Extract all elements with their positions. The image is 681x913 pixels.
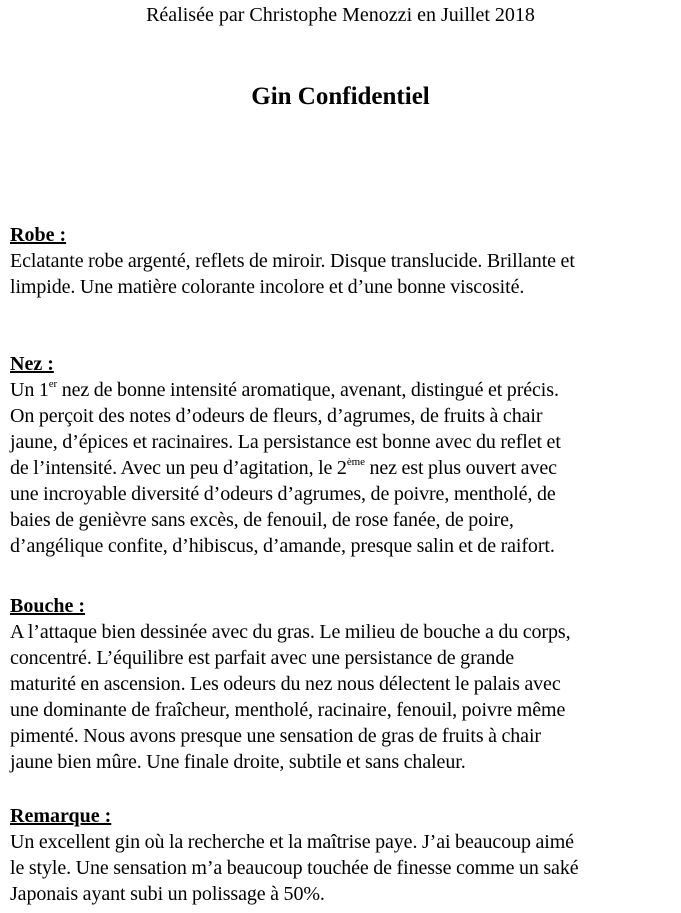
page-title: Gin Confidentiel [251, 83, 430, 110]
section-text-bouche [10, 619, 678, 775]
section-heading-bouche: Bouche : [10, 595, 85, 617]
section-text-remarque [10, 829, 678, 907]
text-line: le style. Une sensation m’a beaucoup touchée de finesse comme un saké [10, 857, 579, 879]
text-line: A l’attaque bien dessinée avec du gras. Le milieu de bouche a du corps, [10, 621, 571, 643]
text-line: On perçoit des notes d’odeurs de fleurs, d’agrumes, de fruits à chair [10, 405, 543, 427]
text-line: concentré. L’équilibre est parfait avec une persistance de grande [10, 647, 515, 669]
text-line: Un excellent gin où la recherche et la maîtrise paye. J’ai beaucoup aimé [10, 831, 574, 853]
text-line: baies de genièvre sans excès, de fenouil, de rose fanée, de poire, [10, 509, 514, 531]
section-heading-robe: Robe : [10, 224, 67, 246]
section-text-nez [10, 377, 678, 559]
text-line: pimenté. Nous avons presque une sensation de gras de fruits à chair [10, 725, 541, 747]
section-heading-remarque: Remarque : [10, 805, 112, 827]
text-fragment: Un 1 [10, 379, 49, 401]
section-heading-nez: Nez : [10, 353, 54, 375]
section-robe [10, 222, 678, 300]
superscript-ordinal: ème [346, 456, 365, 468]
text-fragment: nez de bonne intensité aromatique, avenant, distingué et précis. [57, 379, 559, 401]
section-nez [10, 351, 678, 559]
superscript-ordinal: er [48, 378, 58, 390]
text-line [10, 455, 678, 481]
text-line: jaune, d’épices et racinaires. La persistance est bonne avec du reflet et [10, 431, 561, 453]
text-line: d’angélique confite, d’hibiscus, d’amande, presque salin et de raifort. [10, 535, 555, 557]
text-line: jaune bien mûre. Une finale droite, subtile et sans chaleur. [10, 751, 466, 773]
text-line [10, 377, 678, 403]
section-text-robe [10, 248, 678, 300]
text-line: limpide. Une matière colorante incolore et d’une bonne viscosité. [10, 276, 525, 298]
section-bouche [10, 593, 678, 775]
text-line: Eclatante robe argenté, reflets de miroir. Disque translucide. Brillante et [10, 250, 575, 272]
text-line: Japonais ayant subi un polissage à 50%. [10, 883, 325, 905]
text-fragment: nez est plus ouvert avec [364, 457, 557, 479]
author-line: Réalisée par Christophe Menozzi en Juillet 2018 [146, 4, 535, 26]
text-line: une dominante de fraîcheur, mentholé, racinaire, fenouil, poivre même [10, 699, 566, 721]
text-line: maturité en ascension. Les odeurs du nez nous délectent le palais avec [10, 673, 561, 695]
text-line: une incroyable diversité d’odeurs d’agrumes, de poivre, mentholé, de [10, 483, 556, 505]
section-remarque [10, 803, 678, 907]
text-fragment: de l’intensité. Avec un peu d’agitation, le 2 [10, 457, 347, 479]
